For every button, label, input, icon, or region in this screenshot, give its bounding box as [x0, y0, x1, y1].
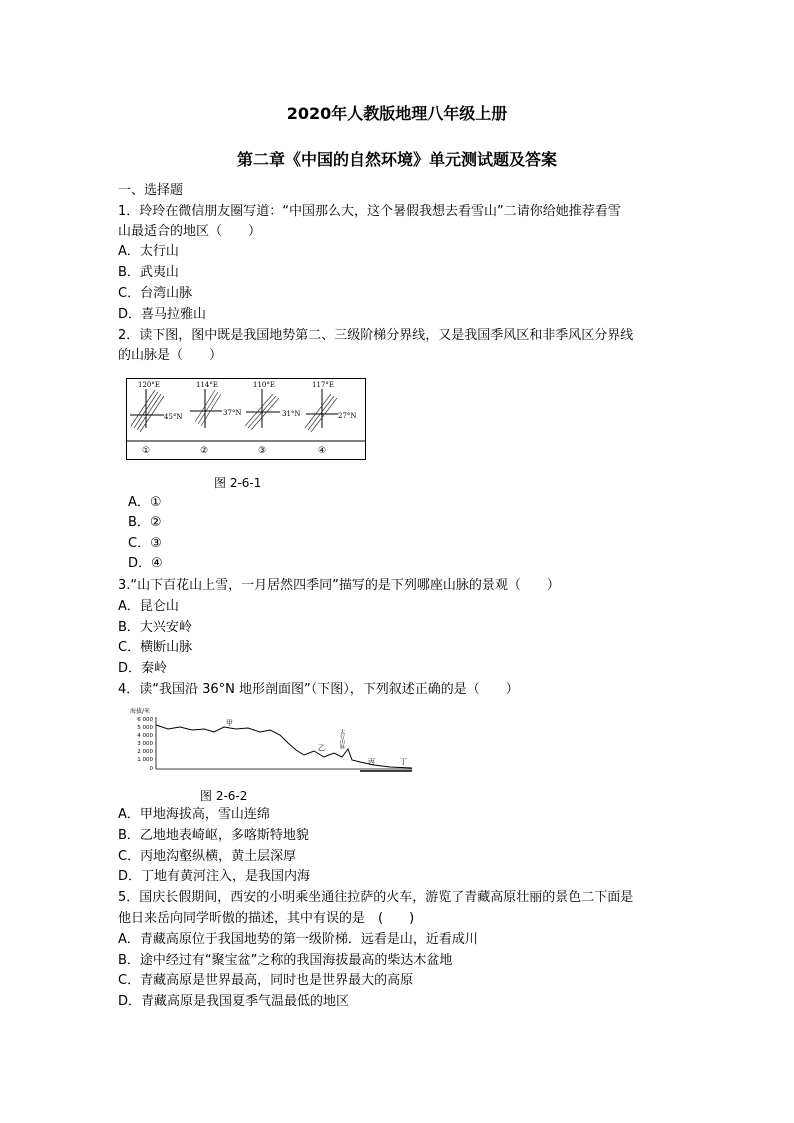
ytick: 0 [149, 766, 153, 772]
longitude-label: 117°E [312, 381, 334, 389]
figure-2-6-1 [126, 378, 366, 460]
q1-line2: 山最适合的地区（ ） [118, 224, 262, 239]
q5-option-a: A．青藏高原位于我国地势的第一级阶梯．远看是山，近看成川 [118, 932, 478, 947]
ytick: 1 000 [137, 757, 153, 763]
latitude-label: 45°N [164, 413, 183, 421]
panel-number: ② [200, 446, 209, 456]
q3-option-d: D．秦岭 [118, 661, 168, 676]
latitude-label: 37°N [223, 409, 242, 417]
q1-line1: 1．玲玲在微信朋友圈写道：“中国那么大，这个暑假我想去看雪山”二请你给她推荐看雪 [118, 204, 621, 219]
q5-option-c: C．青藏高原是世界最高，同时也是世界最大的高原 [118, 973, 414, 988]
latitude-label: 31°N [282, 410, 301, 418]
ytick: 2 000 [137, 749, 153, 755]
q2-option-c: C．③ [128, 536, 162, 551]
q3-option-b: B．大兴安岭 [118, 620, 192, 635]
ytick: 6 000 [137, 717, 153, 723]
profile-label-yi: 乙 [318, 744, 325, 752]
q4-option-a: A．甲地海拔高，雪山连绵 [118, 807, 270, 822]
q1-option-c: C．台湾山脉 [118, 286, 193, 301]
q5-line1: 5．国庆长假期间，西安的小明乘坐通往拉萨的火车，游览了青藏高原壮丽的景色二下面是 [118, 890, 634, 905]
panel-number: ③ [258, 446, 267, 456]
q2-line2: 的山脉是（ ） [118, 348, 223, 363]
ytick: 4 000 [137, 733, 153, 739]
q2-option-a: A．① [128, 495, 162, 510]
figure-caption-2-6-2: 图 2-6-2 [200, 789, 248, 803]
q5-option-b: B．途中经过有“聚宝盆”之称的我国海拔最高的柴达木盆地 [118, 953, 453, 968]
section-heading: 一、选择题 [118, 183, 184, 198]
profile-ylabel: 海拔/米 [130, 708, 151, 715]
figure-2-6-2 [128, 705, 418, 777]
longitude-label: 120°E [138, 381, 160, 389]
q5-option-d: D．青藏高原是我国夏季气温最低的地区 [118, 994, 350, 1009]
profile-label-taihang: 太行山脉 [339, 729, 345, 749]
page-subtitle: 第二章《中国的自然环境》单元测试题及答案 [236, 150, 557, 169]
q3-option-c: C．横断山脉 [118, 640, 193, 655]
q4-option-c: C．丙地沟壑纵横，黄土层深厚 [118, 849, 297, 864]
q1-option-a: A．太行山 [118, 244, 179, 259]
q3-option-a: A．昆仑山 [118, 599, 179, 614]
panel-number: ① [142, 446, 151, 456]
q2-option-b: B．② [128, 515, 162, 530]
figure-caption-2-6-1: 图 2-6-1 [214, 476, 262, 490]
profile-label-ding: 丁 [400, 758, 407, 766]
q1-option-d: D．喜马拉雅山 [118, 307, 207, 322]
q4-line1: 4．读“我国沿 36°N 地形剖面图”（下图），下列叙述正确的是（ ） [118, 682, 519, 697]
q2-option-d: D．④ [128, 556, 163, 571]
q4-option-d: D．丁地有黄河注入，是我国内海 [118, 869, 311, 884]
q1-option-b: B．武夷山 [118, 265, 179, 280]
q5-line2: 他日来岳向同学昕傲的描述，其中有误的是 ( ) [118, 911, 415, 926]
ytick: 5 000 [137, 725, 153, 731]
q4-option-b: B．乙地地表崎岖，多喀斯特地貌 [118, 828, 309, 843]
profile-label-bing: 丙 [368, 758, 375, 766]
q3-line1: 3.“山下百花山上雪，一月居然四季同”描写的是下列哪座山脉的景观（ ） [118, 578, 560, 593]
longitude-label: 114°E [196, 381, 218, 389]
ytick: 3 000 [137, 741, 153, 747]
profile-label-jia: 甲 [226, 719, 233, 727]
panel-number: ④ [318, 446, 327, 456]
q2-line1: 2．读下图，图中既是我国地势第二、三级阶梯分界线，又是我国季风区和非季风区分界线 [118, 328, 634, 343]
latitude-label: 27°N [338, 412, 357, 420]
page-title: 2020年人教版地理八年级上册 [286, 104, 508, 123]
longitude-label: 110°E [253, 381, 275, 389]
